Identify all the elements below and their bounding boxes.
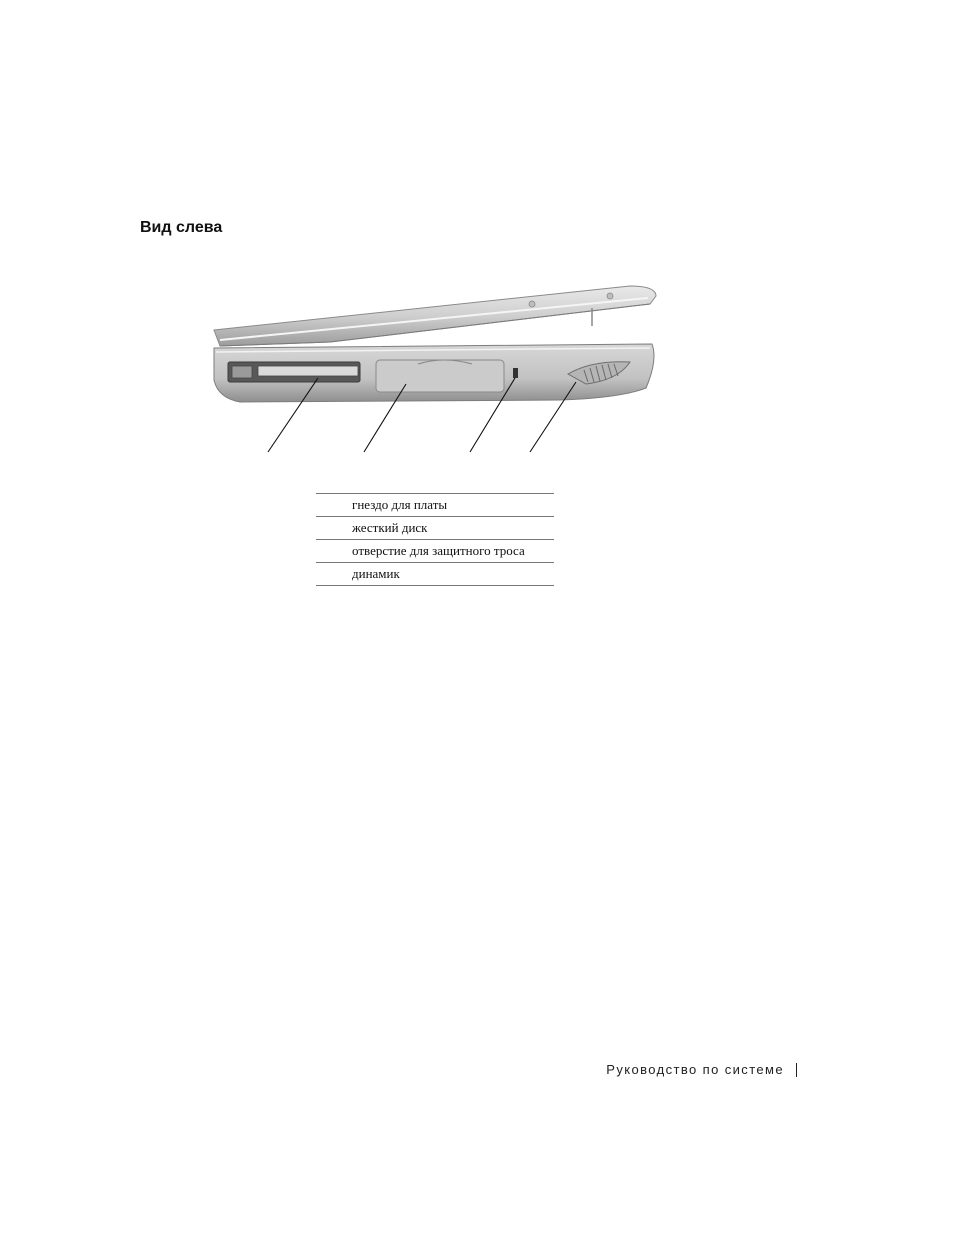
table-row: [316, 540, 554, 563]
callout-number-cell: [316, 517, 352, 540]
callout-table: [316, 493, 554, 586]
table-row: [316, 494, 554, 517]
callout-number-cell: [316, 563, 352, 586]
table-row: [316, 517, 554, 540]
callout-label: динамик: [352, 563, 554, 586]
callout-label: жесткий диск: [352, 517, 554, 540]
callout-number-cell: [316, 540, 352, 563]
laptop-left-side-icon: [200, 280, 680, 470]
table-row: [316, 563, 554, 586]
section-title: Вид слева: [140, 219, 223, 236]
callout-label: гнездо для платы: [352, 494, 554, 517]
page-footer: Руководство по системе: [606, 1062, 784, 1077]
callout-label: отверстие для защитного троса: [352, 540, 554, 563]
callout-number-cell: [316, 494, 352, 517]
footer-divider: [796, 1063, 797, 1077]
